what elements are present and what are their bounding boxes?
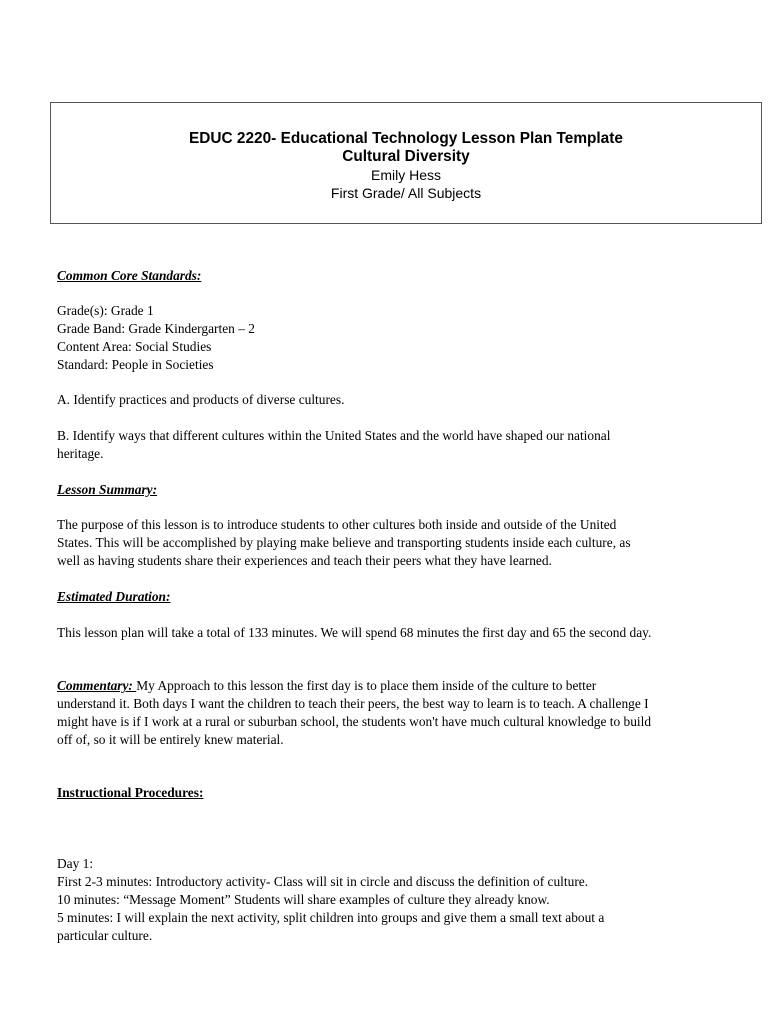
summary-body [57,516,737,570]
standards-line: Content Area: Social Studies [57,339,212,354]
summary-line: The purpose of this lesson is to introduce students to other cultures both inside and outside of the United [57,517,617,532]
duration-heading: Estimated Duration: [57,589,171,604]
commentary-text-start: My Approach to this lesson the first day is to place them inside of the culture to better [136,678,597,693]
standards-item-a [57,391,737,409]
standards-item-b [57,427,737,463]
summary-section [57,481,737,499]
document-header-box [50,102,762,224]
author-name: Emily Hess [370,167,441,183]
document-title: EDUC 2220- Educational Technology Lesson Plan Template [189,130,623,147]
commentary-line: off of, so it will be entirely knew material. [57,732,284,747]
grade-subjects: First Grade/ All Subjects [330,185,482,201]
standard-item-b-line-1: B. Identify ways that different cultures within the United States and the world have shaped our national [57,428,611,443]
document-subtitle: Cultural Diversity [342,148,470,165]
standards-section [57,267,737,285]
procedures-heading: Instructional Procedures: [57,785,204,800]
standard-item-a: A. Identify practices and products of diverse cultures. [57,392,345,407]
procedure-line: particular culture. [57,928,153,943]
duration-text: This lesson plan will take a total of 133 minutes. We will spend 68 minutes the first day and 65 the second day. [57,625,652,640]
procedures-section [57,784,737,802]
commentary-line: might have is if I work at a rural or suburban school, the students won't have much cultural knowledge to build [57,714,652,729]
standards-line: Standard: People in Societies [57,357,214,372]
standard-item-b-line-2: heritage. [57,446,104,461]
standards-heading: Common Core Standards: [57,268,202,283]
procedure-line: Day 1: [57,856,94,871]
commentary-first-line [57,677,757,695]
standards-line: Grade Band: Grade Kindergarten – 2 [57,321,255,336]
procedure-line: First 2-3 minutes: Introductory activity- Class will sit in circle and discuss the definition of culture. [57,874,589,889]
commentary-heading: Commentary: [57,678,137,693]
procedures-body [57,855,737,945]
standards-line: Grade(s): Grade 1 [57,303,154,318]
procedure-line: 5 minutes: I will explain the next activity, split children into groups and give them a small text about a [57,910,605,925]
duration-section [57,588,737,606]
summary-line: well as having students share their experiences and teach their peers what they have learned. [57,553,552,568]
standards-lines [57,302,737,374]
duration-body [57,624,757,642]
summary-line: States. This will be accomplished by playing make believe and transporting students inside each culture, as [57,535,631,550]
summary-heading: Lesson Summary: [57,482,158,497]
commentary-section [57,677,757,749]
procedure-line: 10 minutes: “Message Moment” Students will share examples of culture they already know. [57,892,550,907]
commentary-line: understand it. Both days I want the children to teach their peers, the best way to learn is to teach. A challenge I [57,696,649,711]
